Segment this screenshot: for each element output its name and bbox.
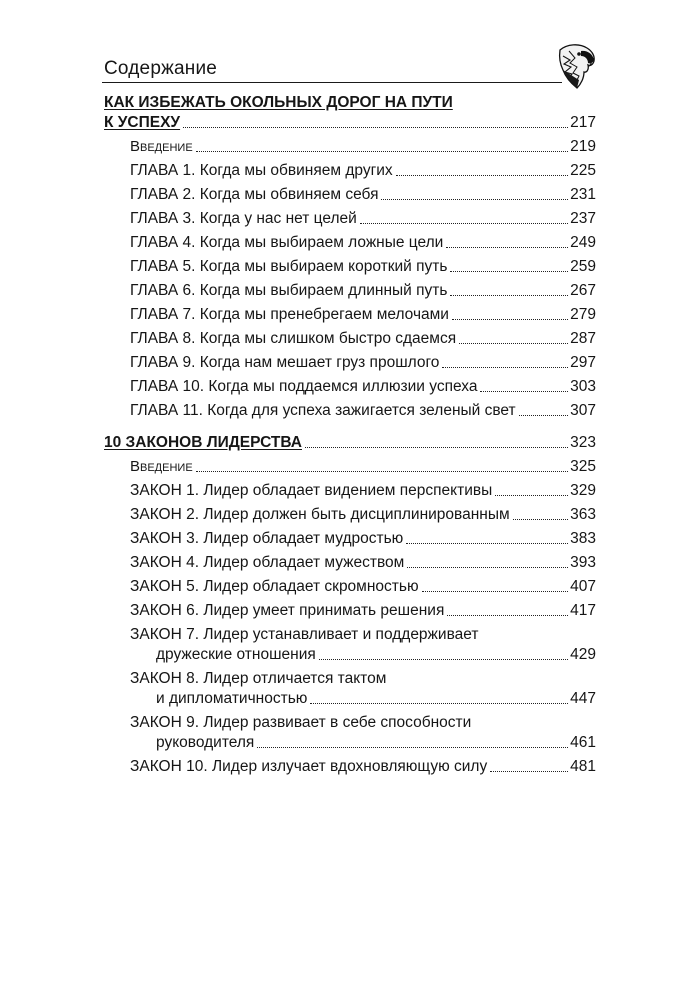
entry-title: ГЛАВА 9. Когда нам мешает груз прошлого <box>130 354 440 371</box>
dot-leader <box>495 495 568 496</box>
dot-leader <box>480 391 568 392</box>
entry-continuation <box>130 645 596 667</box>
dot-leader <box>452 319 568 320</box>
page-number: 267 <box>570 282 596 299</box>
dot-leader <box>319 659 568 660</box>
dot-leader <box>196 151 568 152</box>
dot-leader <box>450 271 568 272</box>
entry-title: ГЛАВА 8. Когда мы слишком быстро сдаемся <box>130 330 457 347</box>
toc-section-2 <box>104 433 596 779</box>
toc-entry[interactable] <box>104 399 596 423</box>
entry-continuation <box>130 733 596 755</box>
entry-title: ГЛАВА 5. Когда мы выбираем короткий путь <box>130 258 448 275</box>
page-number: 219 <box>570 138 596 155</box>
dot-leader <box>519 415 569 416</box>
table-of-contents <box>104 92 596 789</box>
page-number: 407 <box>570 578 596 595</box>
page-number: 447 <box>570 690 596 707</box>
dot-leader <box>513 519 568 520</box>
entry-title: ЗАКОН 3. Лидер обладает мудростью <box>130 530 404 547</box>
entry-title: ГЛАВА 6. Когда мы выбираем длинный путь <box>130 282 448 299</box>
toc-entry[interactable] <box>104 231 596 255</box>
page-number: 225 <box>570 162 596 179</box>
toc-entry[interactable] <box>104 551 596 575</box>
dot-leader <box>360 223 568 224</box>
entry-title: ЗАКОН 6. Лидер умеет принимать решения <box>130 602 445 619</box>
toc-entry[interactable] <box>104 207 596 231</box>
entry-title-line2: руководителя <box>156 734 255 751</box>
page-number: 287 <box>570 330 596 347</box>
entry-title: ГЛАВА 7. Когда мы пренебрегаем мелочами <box>130 306 449 323</box>
dot-leader <box>422 591 569 592</box>
section-title-line2: К УСПЕХУ <box>104 114 181 131</box>
section-heading[interactable] <box>104 433 596 455</box>
page-number: 237 <box>570 210 596 227</box>
page-number: 231 <box>570 186 596 203</box>
entry-title-line1: ЗАКОН 9. Лидер развивает в себе способности <box>130 714 472 731</box>
toc-entry-introduction[interactable] <box>104 135 596 159</box>
dot-leader <box>310 703 568 704</box>
toc-entry-multiline[interactable] <box>104 667 596 711</box>
toc-entry[interactable] <box>104 527 596 551</box>
toc-entry[interactable] <box>104 599 596 623</box>
dot-leader <box>257 747 568 748</box>
page-number: 417 <box>570 602 596 619</box>
entry-title-line2: и дипломатичностью <box>156 690 308 707</box>
entry-title: ГЛАВА 11. Когда для успеха зажигается зеленый свет <box>130 402 516 419</box>
entry-title: ЗАКОН 10. Лидер излучает вдохновляющую силу <box>130 758 488 775</box>
dot-leader <box>442 367 568 368</box>
toc-entry[interactable] <box>104 327 596 351</box>
entry-title: ЗАКОН 1. Лидер обладает видением перспективы <box>130 482 493 499</box>
toc-entry[interactable] <box>104 279 596 303</box>
toc-entry[interactable] <box>104 503 596 527</box>
entry-title: ЗАКОН 5. Лидер обладает скромностью <box>130 578 419 595</box>
dot-leader <box>407 567 568 568</box>
toc-entry[interactable] <box>104 375 596 399</box>
toc-entry[interactable] <box>104 183 596 207</box>
entry-title: ГЛАВА 1. Когда мы обвиняем других <box>130 162 393 179</box>
page-number: 325 <box>570 458 596 475</box>
section-heading[interactable] <box>104 92 596 135</box>
dot-leader <box>459 343 568 344</box>
page-number: 297 <box>570 354 596 371</box>
dot-leader <box>396 175 568 176</box>
page-number: 329 <box>570 482 596 499</box>
dot-leader <box>196 471 568 472</box>
toc-entry[interactable] <box>104 159 596 183</box>
dot-leader <box>381 199 568 200</box>
page-number: 383 <box>570 530 596 547</box>
toc-entry-multiline[interactable] <box>104 623 596 667</box>
entry-title-line1: ЗАКОН 8. Лидер отличается тактом <box>130 670 387 687</box>
toc-entry[interactable] <box>104 303 596 327</box>
page-number: 303 <box>570 378 596 395</box>
section-title-line1: КАК ИЗБЕЖАТЬ ОКОЛЬНЫХ ДОРОГ НА ПУТИ <box>104 94 453 111</box>
page-number: 461 <box>570 734 596 751</box>
page-number: 323 <box>570 434 596 451</box>
dot-leader <box>490 771 568 772</box>
entry-title: ЗАКОН 2. Лидер должен быть дисциплинированным <box>130 506 510 523</box>
entry-title: Введение <box>130 138 193 155</box>
toc-entry-introduction[interactable] <box>104 455 596 479</box>
entry-title: ГЛАВА 4. Когда мы выбираем ложные цели <box>130 234 444 251</box>
toc-entry[interactable] <box>104 575 596 599</box>
section-title: 10 ЗАКОНОВ ЛИДЕРСТВА <box>104 434 302 451</box>
dot-leader <box>183 127 568 128</box>
entry-title-line1: ЗАКОН 7. Лидер устанавливает и поддерживает <box>130 626 479 643</box>
dot-leader <box>406 543 568 544</box>
toc-entry[interactable] <box>104 479 596 503</box>
entry-continuation <box>130 689 596 711</box>
eagle-head-icon <box>557 42 597 90</box>
section-title-row <box>104 113 596 135</box>
page-title: Содержание <box>104 58 218 79</box>
toc-entry[interactable] <box>104 755 596 779</box>
toc-entry[interactable] <box>104 351 596 375</box>
dot-leader <box>450 295 568 296</box>
page-number: 279 <box>570 306 596 323</box>
entry-title: ГЛАВА 2. Когда мы обвиняем себя <box>130 186 379 203</box>
header-rule <box>102 82 562 83</box>
page-number: 259 <box>570 258 596 275</box>
dot-leader <box>305 447 568 448</box>
entry-title: ГЛАВА 3. Когда у нас нет целей <box>130 210 357 227</box>
page-number: 481 <box>570 758 596 775</box>
dot-leader <box>447 615 568 616</box>
toc-section-1 <box>104 92 596 423</box>
section-title-row <box>104 433 596 455</box>
page-number: 363 <box>570 506 596 523</box>
running-header <box>102 56 562 84</box>
entry-title: ЗАКОН 4. Лидер обладает мужеством <box>130 554 405 571</box>
page-number: 307 <box>570 402 596 419</box>
dot-leader <box>446 247 568 248</box>
page-number: 393 <box>570 554 596 571</box>
entry-title: Введение <box>130 458 193 475</box>
toc-entry[interactable] <box>104 255 596 279</box>
page-number: 429 <box>570 646 596 663</box>
toc-entry-multiline[interactable] <box>104 711 596 755</box>
entry-title-line2: дружеские отношения <box>156 646 316 663</box>
page-number: 249 <box>570 234 596 251</box>
page-number: 217 <box>570 114 596 131</box>
entry-title: ГЛАВА 10. Когда мы поддаемся иллюзии успеха <box>130 378 478 395</box>
